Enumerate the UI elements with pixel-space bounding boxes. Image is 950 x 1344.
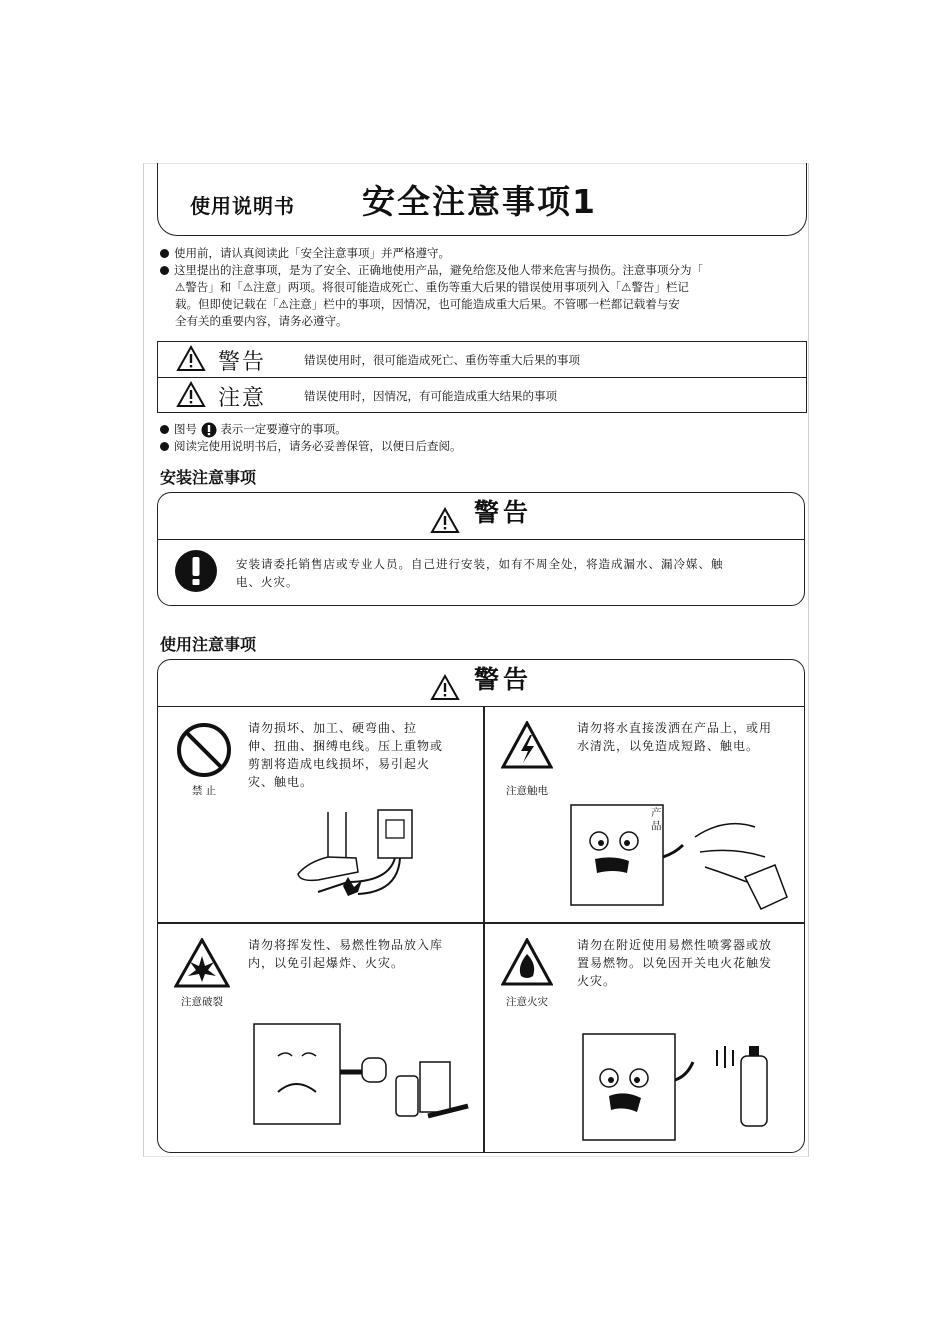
intro-bullet-2-line-2: ⚠警告」和「⚠注意」两项。将很可能造成死亡、重伤等重大后果的错误使用事项列入「⚠警告」栏记 <box>175 280 689 294</box>
page-title: 安全注意事项1 <box>362 182 597 221</box>
intro-bullet-2: 这里提出的注意事项，是为了安全、正确地使用产品，避免给您及他人带来危害与损伤。注意事项分为「 <box>160 262 703 279</box>
cell-text: 请勿将水直接泼洒在产品上，或用 水清洗，以免造成短路、触电。 <box>577 721 773 753</box>
caution-triangle-icon <box>176 381 206 408</box>
warning-triangle-icon <box>430 507 460 534</box>
explosion-warning-icon <box>174 938 230 988</box>
level-row-caution <box>158 377 806 412</box>
level-description: 错误使用时，因情况，有可能造成重大结果的事项 <box>304 389 557 403</box>
water-splash-illustration <box>565 797 795 915</box>
bullet-dot <box>160 266 169 275</box>
spray-can-illustration <box>577 1020 797 1148</box>
mandatory-icon <box>174 549 218 593</box>
install-box-head-label: 警告 <box>473 498 532 527</box>
cell-text: 请勿将挥发性、易燃性物品放入库 内，以免引起爆炸、火灾。 <box>248 938 444 970</box>
small-warning-icon: ⚠ <box>242 280 254 294</box>
warning-triangle-icon <box>430 674 460 701</box>
icon-caption: 禁 止 <box>191 785 217 797</box>
usage-cell-fire <box>485 924 804 1152</box>
intro-bullet-2-line-4: 全有关的重要内容，请务必遵守。 <box>175 314 348 328</box>
prohibited-icon <box>175 721 233 779</box>
usage-section-title: 使用注意事项 <box>160 635 257 654</box>
cell-text: 请勿在附近使用易燃性喷雾器或放 置易燃物。以免因开关电火花触发 火灾。 <box>577 938 773 988</box>
intro-bullet-1: 使用前，请认真阅读此「安全注意事项」并严格遵守。 <box>160 245 450 262</box>
warning-triangle-icon <box>176 345 206 372</box>
usage-cell-electric <box>485 707 804 922</box>
usage-cell-explosion <box>158 924 483 1152</box>
small-warning-icon: ⚠ <box>621 280 632 294</box>
cell-text: 请勿损坏、加工、硬弯曲、拉 伸、扭曲、捆缚电线。压上重物或 剪割将造成电线损坏，易引起火 灾、触电。 <box>248 721 444 789</box>
usage-box-head-label: 警告 <box>473 665 532 694</box>
install-warning-box <box>157 492 805 606</box>
electric-shock-warning-icon <box>501 721 553 769</box>
level-label: 警告 <box>218 350 267 375</box>
mandatory-icon <box>201 422 217 438</box>
icon-caption: 注意火灾 <box>506 996 548 1008</box>
note-1: 图号 表示一定要遵守的事项。 <box>160 421 347 438</box>
icon-caption: 注意触电 <box>506 785 548 797</box>
small-warning-icon: ⚠ <box>175 280 186 294</box>
install-section-title: 安装注意事项 <box>160 468 257 487</box>
fire-warning-icon <box>501 938 553 986</box>
product-label: 产品 <box>651 807 662 832</box>
level-row-warning <box>158 342 806 376</box>
install-warning-text: 安装请委托销售店或专业人员。自己进行安装，如有不周全处，将造成漏水、漏冷媒、触 电、火灾。 <box>236 557 724 589</box>
small-warning-icon: ⚠ <box>278 297 289 311</box>
bullet-dot <box>160 425 169 434</box>
header-subtitle: 使用说明书 <box>190 194 295 218</box>
intro-bullet-2-line-3: 载。但即使记载在「⚠注意」栏中的事项，因情况，也可能造成重大后果。不管哪一栏都记载着与安 <box>175 297 680 311</box>
install-box-head <box>158 493 804 540</box>
usage-warning-box <box>157 659 805 1153</box>
bullet-dot <box>160 442 169 451</box>
level-label: 注意 <box>218 386 267 411</box>
usage-box-head <box>158 660 804 707</box>
usage-cell-prohibit <box>158 707 483 922</box>
note-2: 阅读完使用说明书后，请务必妥善保管，以便日后查阅。 <box>160 438 462 455</box>
hazard-level-table <box>157 341 807 413</box>
level-description: 错误使用时，很可能造成死亡、重伤等重大后果的事项 <box>304 353 580 367</box>
bullet-dot <box>160 249 169 258</box>
icon-caption: 注意破裂 <box>181 996 223 1008</box>
cabinet-flammables-illustration <box>248 1016 478 1138</box>
cable-stepped-illustration <box>288 802 468 907</box>
